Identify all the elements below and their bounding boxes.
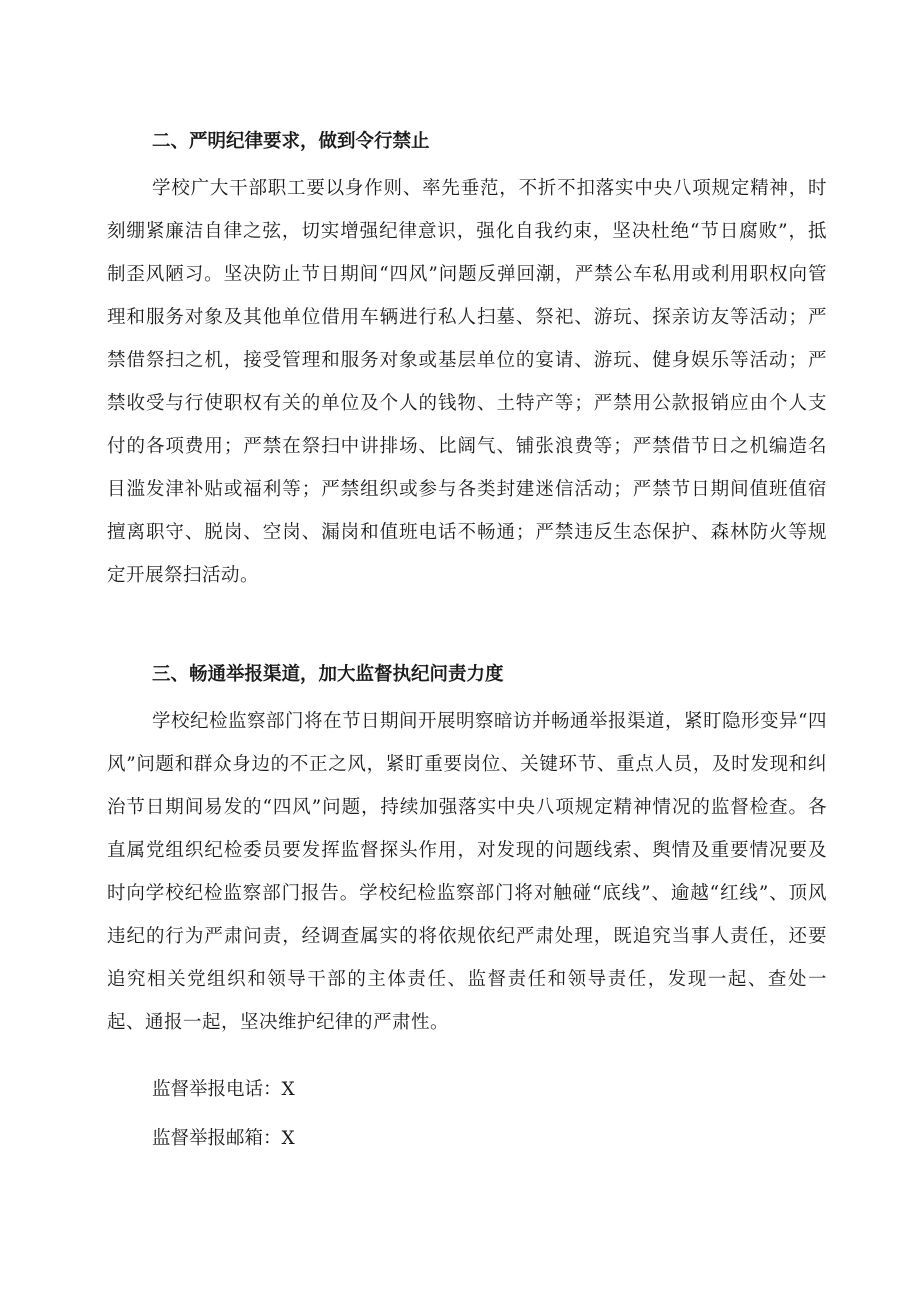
report-phone: 监督举报电话：X [152,1079,295,1100]
section-3-heading: 三、畅通举报渠道，加大监督执纪问责力度 [152,664,504,685]
section-2-body: 学校广大干部职工要以身作则、率先垂范，不折不扣落实中央八项规定精神，时刻绷紧廉洁自律之弦，切实增强纪律意识，强化自我约束，坚决杜绝“节日腐败”，抵制歪风陋习。坚决防止节日期间“四风”问题反弹回潮，严禁公车私用或利用职权向管理和服务对象及其他单位借用车辆进行私人扫墓、祭祀、游玩、探亲访友等活动；严禁借祭扫之机，接受管理和服务对象或基层单位的宴请、游玩、健身娱乐等活动；严禁收受与行使职权有关的单位及个人的钱物、土特产等；严禁用公款报销应由个人支付的各项费用；严禁在祭扫中讲排场、比阔气、铺张浪费等；严禁借节日之机编造名目滥发津补贴或福利等；严禁组织或参与各类封建迷信活动；严禁节日期间值班值宿擅离职守、脱岗、空岗、漏岗和值班电话不畅通；严禁违反生态保护、森林防火等规定开展祭扫活动。 [107,178,827,586]
section-2-heading: 二、严明纪律要求，做到令行禁止 [152,131,430,152]
report-email: 监督举报邮箱：X [152,1128,295,1149]
section-3-body: 学校纪检监察部门将在节日期间开展明察暗访并畅通举报渠道，紧盯隐形变异“四风”问题和群众身边的不正之风，紧盯重要岗位、关键环节、重点人员，及时发现和纠治节日期间易发的“四风”问题，持续加强落实中央八项规定精神情况的监督检查。各直属党组织纪检委员要发挥监督探头作用，对发现的问题线索、舆情及重要情况要及时向学校纪检监察部门报告。学校纪检监察部门将对触碰“底线”、逾越“红线”、顶风违纪的行为严肃问责，经调查属实的将依规依纪严肃处理，既追究当事人责任，还要追究相关党组织和领导干部的主体责任、监督责任和领导责任，发现一起、查处一起、通报一起，坚决维护纪律的严肃性。 [107,711,827,1033]
